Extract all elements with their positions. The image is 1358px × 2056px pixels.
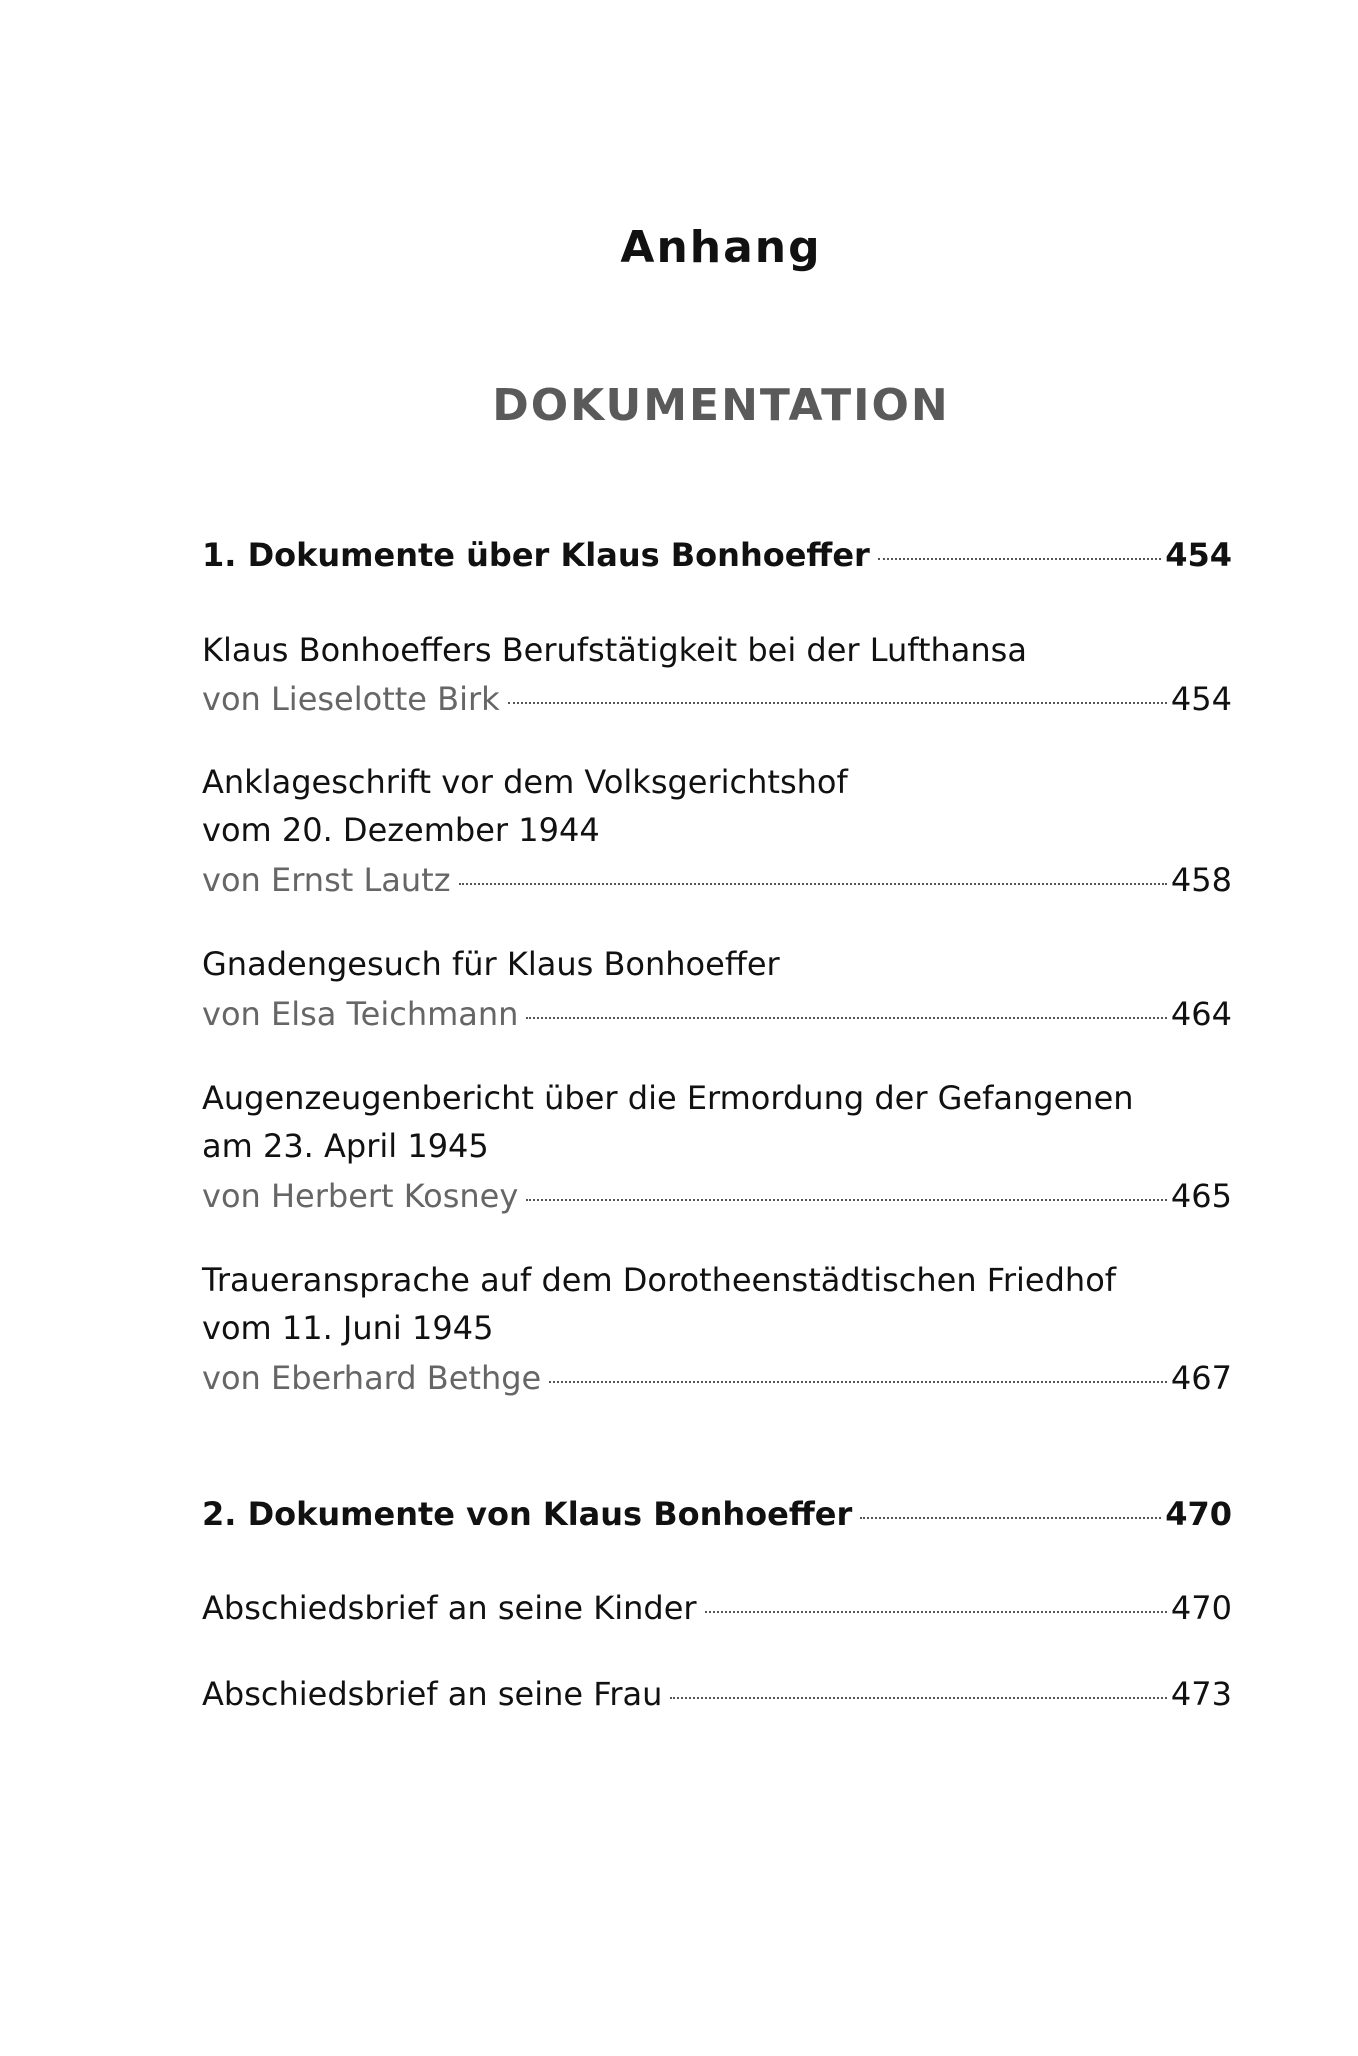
toc-entry-author: von Elsa Teichmann [202,995,519,1033]
toc-entry[interactable] [202,1670,1232,1718]
dot-leader [549,1381,1167,1383]
toc-page-number: 454 [1165,536,1232,574]
toc-page-number: 473 [1170,1675,1232,1713]
toc-section-title: 2. Dokumente von Klaus Bonhoeffer [202,1495,853,1533]
dot-leader [670,1697,1167,1699]
toc-page-number: 467 [1170,1359,1232,1397]
toc-entry-title-continued[interactable]: vom 11. Juni 1945 [202,1309,494,1347]
toc-entry-title[interactable]: Klaus Bonhoeffers Berufstätigkeit bei der Lufthansa [202,631,1027,669]
toc-entry-author-line[interactable] [202,675,1232,723]
toc-page-number: 465 [1170,1177,1232,1215]
toc-page-number: 454 [1170,680,1232,718]
toc-entry-title-continued[interactable]: vom 20. Dezember 1944 [202,811,600,849]
toc-section-2[interactable] [202,1490,1232,1538]
toc-entry-title[interactable]: Augenzeugenbericht über die Ermordung der Gefangenen [202,1079,1134,1117]
toc-entry-author: von Lieselotte Birk [202,680,500,718]
toc-entry[interactable] [202,1584,1232,1632]
toc-page-number: 464 [1170,995,1232,1033]
toc-entry-title[interactable]: Traueransprache auf dem Dorotheenstädtischen Friedhof [202,1261,1117,1299]
dot-leader [526,1017,1166,1019]
dot-leader [508,702,1167,704]
toc-section-1[interactable] [202,531,1232,579]
toc-entry-author-line[interactable] [202,1354,1232,1402]
page-title: Anhang [620,222,822,273]
dot-leader [860,1517,1161,1519]
toc-entry-title: Abschiedsbrief an seine Kinder [202,1589,697,1627]
toc-entry-author: von Eberhard Bethge [202,1359,542,1397]
toc-page-number: 470 [1165,1495,1232,1533]
toc-page-number: 458 [1170,861,1232,899]
toc-entry-author: von Herbert Kosney [202,1177,519,1215]
toc-entry-title[interactable]: Anklageschrift vor dem Volksgerichtshof [202,763,848,801]
toc-entry-title: Abschiedsbrief an seine Frau [202,1675,663,1713]
toc-page-number: 470 [1170,1589,1232,1627]
toc-entry-author-line[interactable] [202,990,1232,1038]
toc-section-title: 1. Dokumente über Klaus Bonhoeffer [202,536,870,574]
dot-leader [459,883,1167,885]
toc-entry-author-line[interactable] [202,856,1232,904]
dot-leader [878,558,1161,560]
dot-leader [526,1199,1167,1201]
section-heading: DOKUMENTATION [492,380,950,431]
toc-entry-author: von Ernst Lautz [202,861,451,899]
toc-entry-title-continued[interactable]: am 23. April 1945 [202,1127,489,1165]
toc-entry-title[interactable]: Gnadengesuch für Klaus Bonhoeffer [202,945,780,983]
toc-entry-author-line[interactable] [202,1172,1232,1220]
dot-leader [705,1611,1167,1613]
